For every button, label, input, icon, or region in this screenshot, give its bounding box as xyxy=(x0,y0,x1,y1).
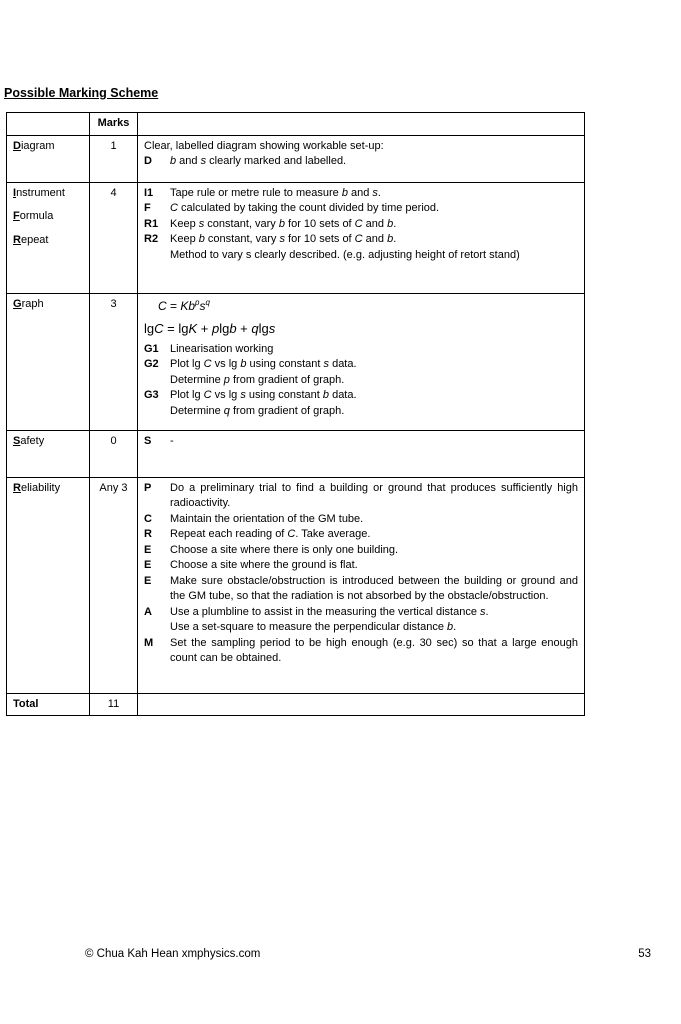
item-text: lgC = lgK + plgb + qlgs xyxy=(144,321,276,336)
item-text: Plot lg C vs lg s using constant b data. xyxy=(170,389,357,401)
detail-line xyxy=(144,574,578,605)
item-code: I1 xyxy=(144,186,154,199)
criterion-cell xyxy=(7,477,90,693)
item-code: R xyxy=(144,528,152,540)
table-row-graph xyxy=(7,293,585,430)
item-text: C calculated by taking the count divided by time period. xyxy=(170,202,440,214)
item-text: Maintain the orientation of the GM tube. xyxy=(170,512,364,525)
marks-cell: 0 xyxy=(90,430,138,477)
detail-line xyxy=(144,139,578,155)
item-code: C xyxy=(144,512,152,525)
table-row-instrument xyxy=(7,182,585,293)
item-text: Choose a site where the ground is flat. xyxy=(170,559,358,571)
detail-line xyxy=(144,342,578,358)
formula-line xyxy=(144,299,578,315)
item-text: Do a preliminary trial to find a building or ground that produces sufficiently high radioactivity. xyxy=(170,481,578,509)
criterion-label: Formula xyxy=(13,210,54,222)
criterion-label-lead: F xyxy=(13,210,20,222)
details-cell xyxy=(138,477,585,693)
detail-line xyxy=(144,404,578,420)
item-code: R1 xyxy=(144,217,159,230)
criterion-label: Instrument xyxy=(13,186,65,199)
item-text: Keep s constant, vary b for 10 sets of C and b. xyxy=(170,217,397,230)
item-text: Linearisation working xyxy=(170,342,274,355)
item-code: E xyxy=(144,574,152,587)
detail-line xyxy=(144,388,578,404)
item-code: E xyxy=(144,543,152,556)
page-title: Possible Marking Scheme xyxy=(4,86,159,100)
criterion-cell xyxy=(7,135,90,182)
item-text: - xyxy=(170,434,174,447)
detail-line xyxy=(144,154,578,170)
table-row-diagram xyxy=(7,135,585,182)
table-row-total xyxy=(7,693,585,716)
item-code: G1 xyxy=(144,342,159,355)
item-code: E xyxy=(144,559,152,571)
criterion-label: Safety xyxy=(13,434,45,447)
details-cell xyxy=(138,293,585,430)
item-text: Determine q from gradient of graph. xyxy=(170,404,345,417)
item-code: G2 xyxy=(144,358,159,370)
item-code: R2 xyxy=(144,233,159,245)
marks-cell: 11 xyxy=(90,693,138,716)
item-text: Keep b constant, vary s for 10 sets of C and b. xyxy=(170,233,397,245)
item-code xyxy=(144,620,170,636)
details-cell xyxy=(138,430,585,477)
detail-line xyxy=(144,527,578,543)
item-text: Determine p from gradient of graph. xyxy=(170,373,345,386)
detail-line xyxy=(144,201,578,217)
criterion-label: Repeat xyxy=(13,233,49,246)
item-text: Tape rule or metre rule to measure b and s. xyxy=(170,186,381,199)
detail-line xyxy=(144,558,578,574)
details-cell xyxy=(138,182,585,293)
detail-line xyxy=(144,248,578,264)
criterion-cell xyxy=(7,693,90,716)
table-row-reliability xyxy=(7,477,585,693)
criterion-label: Total xyxy=(13,697,39,710)
item-code: F xyxy=(144,202,151,214)
item-text: Plot lg C vs lg b using constant s data. xyxy=(170,358,357,370)
footer-page-number: 53 xyxy=(638,948,651,960)
item-text: Use a set-square to measure the perpendicular distance b. xyxy=(170,621,457,633)
marks-cell: 4 xyxy=(90,182,138,293)
detail-line xyxy=(144,434,578,450)
criterion-label: Diagram xyxy=(13,139,55,152)
item-code: M xyxy=(144,636,154,649)
item-text: Use a plumbline to assist in the measuring the vertical distance s. xyxy=(170,605,489,618)
criterion-header-cell xyxy=(7,113,90,136)
marks-cell: 3 xyxy=(90,293,138,430)
item-text: Make sure obstacle/obstruction is introduced between the building or ground and the GM tube, so that the radiation is not absorbed by the obstacle/obstruction. xyxy=(170,574,578,602)
detail-line xyxy=(144,357,578,373)
table-row-safety xyxy=(7,430,585,477)
criterion-label-lead: R xyxy=(13,481,21,494)
criterion-label: Reliability xyxy=(13,481,61,494)
item-code: A xyxy=(144,605,152,618)
item-code: P xyxy=(144,481,152,494)
criterion-label-lead: D xyxy=(13,139,21,152)
criterion-label-lead: G xyxy=(13,297,22,310)
detail-line xyxy=(144,373,578,389)
criterion-cell xyxy=(7,293,90,430)
detail-line xyxy=(144,217,578,233)
item-text: Method to vary s clearly described. (e.g. adjusting height of retort stand) xyxy=(170,248,520,261)
footer-copyright: © Chua Kah Hean xmphysics.com xyxy=(85,948,261,960)
details-cell xyxy=(138,693,585,716)
item-text: b and s clearly marked and labelled. xyxy=(170,155,347,167)
marks-cell: Any 3 xyxy=(90,477,138,693)
detail-line xyxy=(144,543,578,559)
detail-line xyxy=(144,636,578,667)
criterion-label-lead: I xyxy=(13,186,17,199)
item-code xyxy=(144,373,170,389)
table-header-row xyxy=(7,113,585,136)
item-text: Clear, labelled diagram showing workable set-up: xyxy=(144,139,384,152)
detail-line xyxy=(144,186,578,202)
criterion-cell xyxy=(7,182,90,293)
detail-line xyxy=(144,481,578,512)
marks-column-header: Marks xyxy=(90,113,138,136)
formula-line xyxy=(144,321,578,337)
table-body xyxy=(7,135,585,716)
item-text: Repeat each reading of C. Take average. xyxy=(170,528,371,540)
item-text: Set the sampling period to be high enough (e.g. 30 sec) so that a large enough count can be obtained. xyxy=(170,636,578,664)
criterion-label: Graph xyxy=(13,297,44,310)
item-code: D xyxy=(144,155,152,167)
item-code xyxy=(144,248,170,264)
item-text: $C = Kb^ps^q$ xyxy=(158,297,210,313)
details-cell xyxy=(138,135,585,182)
detail-line xyxy=(144,605,578,621)
item-code: G3 xyxy=(144,389,159,401)
detail-line xyxy=(144,620,578,636)
criterion-cell xyxy=(7,430,90,477)
item-text: Choose a site where there is only one building. xyxy=(170,543,399,556)
item-code: S xyxy=(144,434,152,447)
marks-cell: 1 xyxy=(90,135,138,182)
criterion-label-lead: S xyxy=(13,434,21,447)
detail-line xyxy=(144,232,578,248)
details-header-cell xyxy=(138,113,585,136)
item-code xyxy=(144,404,170,420)
criterion-label-lead: R xyxy=(13,233,21,246)
marking-scheme-table xyxy=(6,112,585,716)
detail-line xyxy=(144,512,578,528)
